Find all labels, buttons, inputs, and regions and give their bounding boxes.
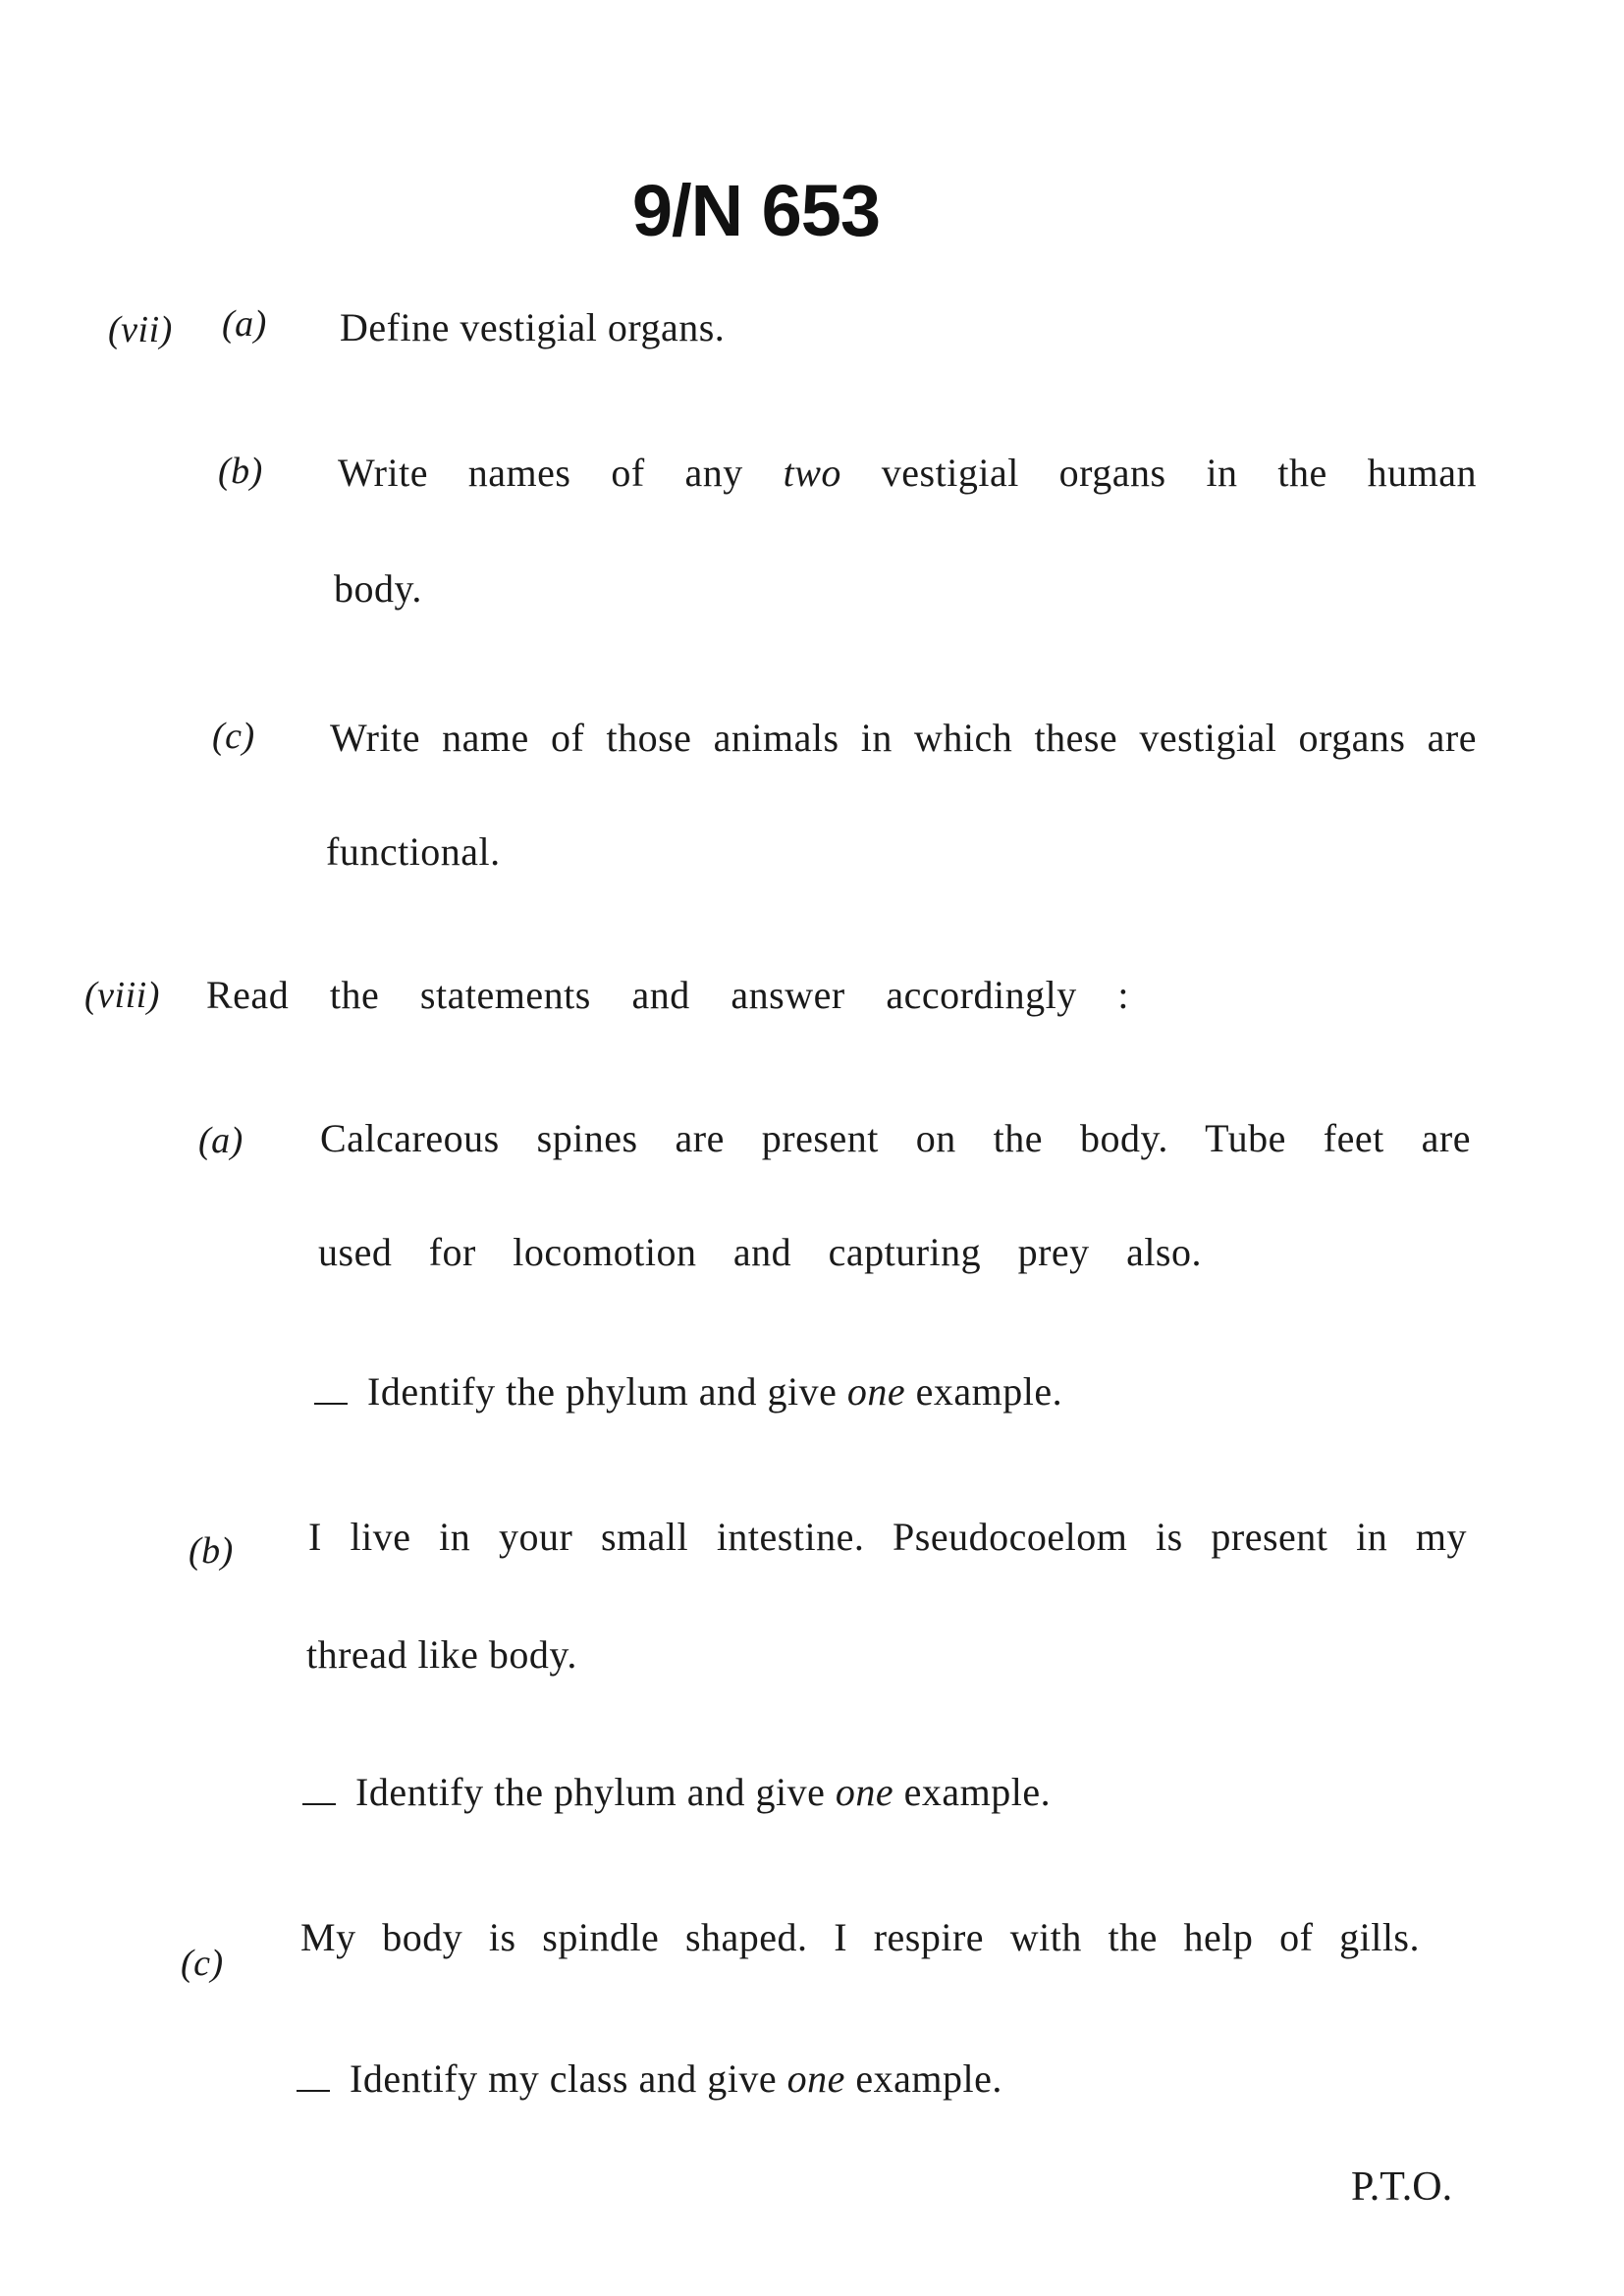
- subpart-label-a: (a): [198, 1120, 244, 1161]
- subpart-label-b: (b): [218, 451, 263, 492]
- question-task: Identify the phylum and give one example.: [302, 1769, 1051, 1816]
- question-task: Identify the phylum and give one example.: [314, 1368, 1062, 1415]
- question-text: My body is spindle shaped. I respire with the help of gills.: [300, 1915, 1420, 1959]
- question-text: Write names of any two vestigial organs in the human: [338, 451, 1478, 495]
- question-number-vii: (vii): [108, 309, 173, 350]
- dash-mark: [314, 1403, 348, 1405]
- question-text: Calcareous spines are present on the body. Tube feet are: [320, 1116, 1471, 1160]
- question-text: Write name of those animals in which these vestigial organs are: [330, 716, 1477, 760]
- question-text: Define vestigial organs.: [340, 305, 726, 349]
- question-text: I live in your small intestine. Pseudocoelom is present in my: [308, 1515, 1467, 1559]
- question-intro: Read the statements and answer accordingly :: [206, 973, 1129, 1017]
- subpart-label-c: (c): [212, 716, 255, 757]
- question-text: used for locomotion and capturing prey also.: [318, 1230, 1202, 1274]
- question-task: Identify my class and give one example.: [297, 2056, 1002, 2103]
- dash-mark: [297, 2090, 330, 2092]
- subpart-label-c: (c): [181, 1943, 224, 1984]
- subpart-label-a: (a): [222, 303, 267, 345]
- question-text: thread like body.: [306, 1632, 577, 1677]
- subpart-label-b: (b): [189, 1530, 234, 1572]
- page-turn-note: P.T.O.: [1351, 2164, 1453, 2210]
- dash-mark: [302, 1803, 336, 1805]
- question-text: body.: [334, 566, 422, 611]
- question-text: functional.: [326, 829, 501, 874]
- paper-code: 9/N 653: [631, 170, 881, 251]
- question-number-viii: (viii): [84, 975, 160, 1016]
